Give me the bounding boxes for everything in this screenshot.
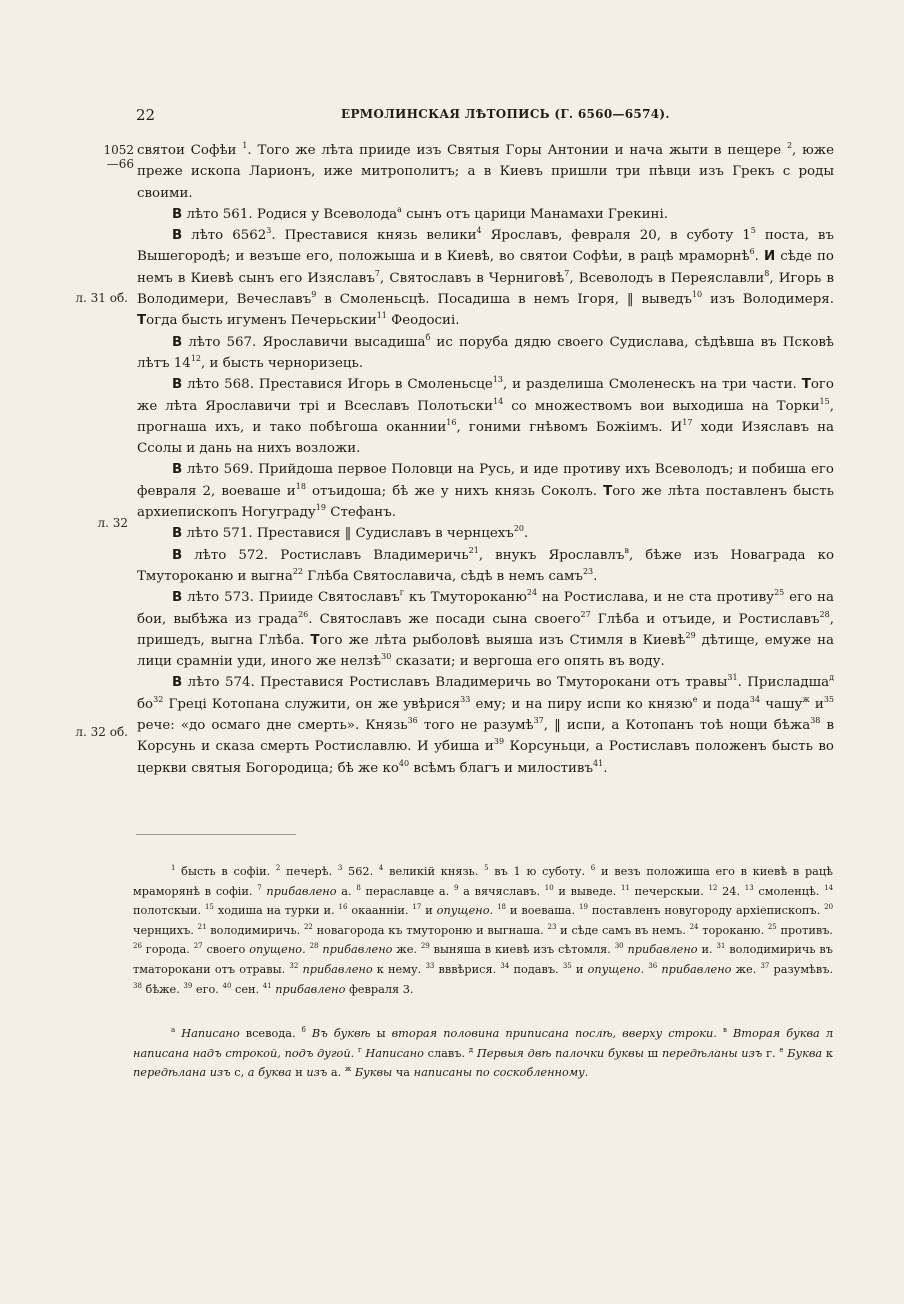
footnote-marker: 4 [378, 864, 384, 872]
footnote-marker: 14 [493, 396, 504, 406]
footnote-marker: 26 [298, 609, 309, 619]
text-run: В [172, 526, 183, 542]
footnote-marker: б [301, 1026, 306, 1034]
text-run: Феодосиі. [386, 313, 460, 329]
footnote-marker: 39 [493, 737, 505, 747]
text-run: . [603, 760, 608, 776]
text-run: к [822, 1046, 833, 1060]
footnote-marker: 34 [500, 961, 510, 970]
text-run: В [172, 462, 183, 478]
text-run: отъидоша; бѣ же у нихъ князь Соколъ. [305, 483, 604, 499]
footnote-marker: 40 [222, 981, 232, 990]
footnote-marker: 3 [266, 226, 272, 236]
footnote-marker: 15 [819, 396, 830, 406]
text-run: В [172, 228, 183, 244]
text-run: рече: «до осмаго дне смерть». Князь [137, 718, 408, 734]
footnote-marker: 21 [468, 545, 479, 555]
footnote-marker: 12 [708, 883, 718, 892]
text-run: , внукъ Ярославлъ [478, 547, 625, 563]
text-run: въ 1 ю суботу. [488, 865, 586, 878]
footnote-marker: 6 [749, 247, 755, 257]
footnote-marker: 31 [727, 673, 738, 683]
footnote-marker: 9 [453, 883, 459, 892]
text-run: окаанніи. [347, 904, 409, 918]
text-run: всѣмъ благъ и милостивъ [409, 760, 593, 776]
footnote-marker: 5 [750, 226, 756, 236]
footnote-marker: 22 [303, 922, 313, 931]
text-run: смоленцѣ. [753, 884, 820, 898]
footnote-marker: 4 [476, 226, 482, 236]
chronicle-text [137, 140, 834, 779]
text-run: ого же лѣта Ярославичи трі и Всеславъ Полотьски [137, 377, 834, 414]
text-run: изъ Володимеря. [702, 292, 834, 308]
footnote-marker: 37 [533, 716, 544, 726]
text-run: Греці Котопана служити, он же увѣрися [163, 696, 461, 712]
text-run: ого же лѣта рыболовѣ выяша изъ Стимля в Киевѣ [319, 632, 686, 648]
footnote-block [133, 1024, 833, 1083]
footnote-marker: 27 [193, 942, 203, 951]
text-run: Глѣба и отъиде, и Ростиславъ [590, 611, 820, 627]
text-run: прибавлено [298, 962, 373, 976]
text-run: того не разумѣ [417, 718, 534, 734]
text-run: подавъ. [509, 962, 559, 976]
page-number: 22 [136, 106, 156, 124]
text-run: к нему. [372, 962, 422, 976]
footnote-marker: 14 [824, 883, 834, 892]
text-run: Т [801, 377, 811, 393]
footnote-divider [136, 834, 296, 835]
text-run: и пода [697, 696, 750, 712]
footnote-marker: 27 [580, 609, 591, 619]
text-run: , бѣже изъ Новаграда ко Тмутороканю и выгна [137, 547, 835, 584]
text-run: опущено. [245, 943, 306, 957]
footnote-marker: 23 [582, 566, 594, 576]
text-run: 24. [717, 884, 741, 898]
text-run: своего [202, 943, 246, 957]
text-run: и везъ положиша его в киевѣ в рацѣ мраморянѣ в софіи. [133, 865, 833, 898]
text-run: В [172, 675, 183, 691]
text-run: . [754, 249, 759, 265]
footnote-marker: 7 [257, 883, 262, 892]
footnote-marker: 30 [614, 942, 624, 951]
text-run: и выведе. [553, 884, 617, 898]
footnote-marker: 19 [315, 503, 326, 513]
footnote-marker: 10 [544, 883, 554, 892]
text-run: же. [731, 962, 757, 976]
text-run: лѣто 572. Ростиславъ Владимеричь [182, 547, 469, 563]
text-run: поставленъ новугороду архіепископъ. [587, 904, 821, 918]
text-run: прибавлено [261, 884, 337, 898]
footnote-marker: ж [344, 1065, 352, 1074]
text-run: , Игорь в Володимери, Вечеславъ [137, 270, 834, 308]
text-run: дѣтище, емуже на лици срамніи уди, иного же нелзѣ [137, 632, 834, 670]
text-run: В [172, 206, 183, 222]
footnote-marker: 8 [356, 883, 361, 892]
running-title: ЕРМОЛИНСКАЯ ЛѢТОПИСЬ (Г. 6560—6574). [341, 107, 670, 121]
text-run: противъ. [776, 923, 833, 937]
paragraph [137, 459, 834, 523]
footnote-marker: е [779, 1045, 784, 1054]
text-run: передѣланы изъ [658, 1046, 763, 1060]
paragraph [137, 545, 834, 588]
footnote-marker: 17 [412, 903, 422, 912]
footnote-marker: 24 [689, 922, 699, 931]
footnote-marker: 28 [309, 942, 319, 951]
text-run: опущено. [583, 962, 645, 976]
text-run: ш [643, 1046, 659, 1060]
footnote-marker: 36 [407, 716, 418, 726]
text-run: . Того же лѣта прииде изъ Святыя Горы Антонии и нача жыти в пещере [247, 143, 787, 158]
text-run: великій князь. [383, 865, 479, 878]
footnote-marker: 12 [190, 353, 201, 363]
text-run: печерѣ. [280, 865, 333, 878]
text-run: вввѣрися. [434, 962, 497, 976]
text-run: святои Софѣи [137, 143, 243, 158]
text-run: ис поруба дядю своего Судислава, сѣдѣвша въ Псковѣ лѣтъ 14 [137, 334, 834, 371]
text-run: , ‖ испи, а Котопанъ тоѣ нощи бѣжа [543, 718, 811, 734]
footnote-marker: 41 [593, 758, 604, 768]
footnote-marker: а [171, 1026, 176, 1034]
footnote-marker: 9 [311, 290, 317, 300]
text-run: , пришедъ, выгна Глѣба. [137, 611, 834, 648]
footnote-marker: 8 [764, 268, 770, 278]
text-run: , и разделиша Смоленескъ на три части. [502, 377, 802, 393]
text-run: В [172, 547, 183, 563]
footnote-marker: 36 [648, 961, 658, 970]
text-run: Первыя двѣ палочки буквы [473, 1046, 644, 1060]
text-run: прибавлено [318, 943, 393, 957]
text-run: . Святославъ же посади сына своего [308, 611, 581, 627]
footnote-marker: 25 [774, 588, 785, 598]
variant-footnotes [133, 862, 833, 999]
text-run: прибавлено [271, 982, 346, 996]
footnote-marker: г [358, 1045, 362, 1054]
text-run: сен. [231, 982, 260, 996]
footnote-marker: 2 [275, 864, 281, 872]
text-run: и [571, 962, 584, 976]
paragraph [137, 587, 834, 672]
footnote-marker: г [399, 588, 404, 598]
text-run: а буква [244, 1066, 292, 1080]
text-run: разумѣвъ. [769, 962, 834, 976]
footnote-marker: 1 [242, 141, 248, 150]
text-run: Въ буквѣ [305, 1027, 371, 1040]
text-run: а вячяславъ. [458, 884, 541, 898]
text-run: а. [327, 1066, 342, 1080]
text-run: Буквы [351, 1066, 393, 1080]
footnote-marker: 3 [337, 864, 343, 872]
text-run: в Корсунь и сказа смерть Ростиславлю. И убиша и [137, 718, 835, 755]
text-run: вторая половина приписана послѣ, вверху строки. [385, 1027, 717, 1040]
footnote-marker: 29 [420, 942, 430, 951]
text-run: февраля 3. [345, 982, 414, 996]
footnote-marker: 24 [526, 588, 538, 598]
footnote-marker: д [829, 673, 834, 683]
text-run: володимиричь. [206, 923, 301, 937]
footnote-marker: 35 [562, 961, 572, 970]
text-run: на Ростислава, и не ста противу [537, 590, 775, 606]
text-run: сѣде по немъ в Киевѣ сынъ его Изяславъ [137, 249, 834, 286]
text-run: , Святославъ в Черниговѣ [379, 270, 565, 286]
footnote-marker: 15 [204, 903, 214, 912]
footnote-marker: 7 [564, 268, 570, 278]
text-run: опущено. [432, 904, 494, 918]
margin-year-start: 1052 [103, 143, 134, 157]
text-run: л [819, 1027, 834, 1040]
text-run: передѣлана изъ [133, 1066, 231, 1080]
text-run: прибавлено [623, 943, 698, 957]
footnote-marker: 33 [460, 694, 471, 704]
footnote-marker: в [624, 545, 629, 555]
text-run: Ярославъ, февраля 20, в суботу 1 [481, 228, 751, 244]
text-run: со множествомъ вои выходиша на Торки [503, 398, 820, 414]
footnote-marker: 18 [295, 481, 306, 491]
text-run: полотскыи. [133, 904, 202, 918]
footnote-marker: ж [802, 694, 810, 704]
text-run: города. [141, 943, 190, 957]
footnote-marker: 1 [171, 864, 176, 872]
text-run: ы [370, 1027, 386, 1040]
text-run: Т [310, 632, 320, 648]
text-run: В [172, 377, 183, 393]
text-run: ему; и на пиру испи ко князю [470, 696, 693, 712]
text-run: Буква [783, 1046, 823, 1060]
paragraph [137, 204, 834, 225]
footnote-marker: 39 [183, 981, 193, 990]
footnote-marker: 28 [819, 609, 830, 619]
footnote-marker: 17 [682, 417, 693, 427]
text-run: ходи Изяславъ на Ссолы и дань на нихъ возложи. [137, 419, 834, 457]
text-run: лѣто 6562 [182, 228, 267, 244]
footnote-marker: 26 [133, 942, 142, 951]
footnote-marker: 11 [376, 311, 387, 321]
text-run: и. [697, 943, 713, 957]
text-run: н [291, 1066, 303, 1080]
text-run: лѣто 561. Родися у Всеволода [182, 206, 398, 222]
text-run: . [524, 526, 529, 542]
text-run: 562. [342, 865, 374, 878]
text-run: в Смоленьсцѣ. Посадиша в немъ Ігоря, ‖ выведъ [316, 292, 692, 308]
text-run: и сѣде самъ въ немъ. [556, 923, 686, 937]
footnote-marker: 33 [425, 961, 435, 970]
footnote-marker: 10 [691, 290, 703, 300]
text-run: поста, въ Вышегородѣ; и везъше его, положыша и в Киевѣ, во святои Софѣи, в рацѣ мраморнѣ [137, 228, 834, 265]
text-run: его. [192, 982, 219, 996]
text-run: Корсуньци, а Ростиславъ положенъ бысть во церкви святыя Богородица; бѣ же ко [137, 739, 834, 776]
text-run: В [172, 334, 183, 350]
text-run: бѣже. [141, 982, 180, 996]
text-run: огда бысть игуменъ Печерьскии [146, 313, 377, 329]
footnote-marker: 22 [292, 566, 304, 576]
text-run: . [593, 568, 598, 584]
text-run: къ Тмутороканю [403, 590, 527, 606]
footnote-marker: 29 [685, 630, 696, 640]
text-run: Стефанъ. [325, 505, 396, 521]
text-run: с, [230, 1066, 245, 1080]
footnote-marker: 35 [823, 694, 835, 704]
text-run: . Преставися князь велики [271, 228, 477, 244]
text-run: его на бои, выбѣжа из града [137, 590, 834, 627]
footnote-marker: 16 [338, 903, 348, 912]
text-run: сынъ отъ царици Манамахи Грекині. [401, 206, 668, 222]
text-run: славъ. [423, 1046, 466, 1060]
footnote-marker: 18 [497, 903, 506, 912]
text-run: сказати; и вергоша его опять въ воду. [391, 654, 665, 670]
footnote-marker: 7 [374, 268, 380, 278]
paragraph [137, 374, 834, 459]
footnote-marker: 25 [767, 922, 777, 931]
text-run: володимиричь въ тматорокани отъ отравы. [133, 943, 833, 976]
text-run: новагорода къ тмутороню и выгнаша. [312, 923, 544, 937]
footnote-marker: 19 [579, 903, 588, 912]
footnote-marker: 20 [824, 903, 834, 912]
footnote-marker: 41 [262, 981, 272, 990]
footnote-marker: 16 [446, 417, 457, 427]
text-run: чернцихъ. [133, 923, 194, 937]
text-run: и воеваша. [505, 904, 576, 918]
text-run: , прогнаша ихъ, и тако побѣгоша оканнии [137, 398, 834, 435]
text-run: выняша в киевѣ изъ сѣтомля. [429, 943, 611, 957]
text-run: чашу [760, 696, 803, 712]
text-run: прибавлено [657, 962, 732, 976]
text-run: , юже преже ископа Ларионъ, иже митрополитъ; а в Киевъ пришли три пѣвци изъ Грекъ с роды своими. [137, 143, 834, 201]
footnote-marker: 13 [744, 883, 754, 892]
text-run: ходиша на турки и. [213, 904, 335, 918]
text-run: Т [603, 483, 613, 499]
text-run: написана надъ строкой, подъ дугой. [133, 1046, 355, 1060]
text-run: лѣто 571. Преставися ‖ Судиславъ в чернцехъ [182, 526, 514, 542]
text-run: г. [762, 1046, 776, 1060]
paragraph [137, 332, 834, 375]
footnote-marker: 34 [749, 694, 761, 704]
text-run: В [172, 590, 183, 606]
margin-folio-32ob: л. 32 об. [75, 725, 128, 739]
footnote-marker: 31 [716, 942, 726, 951]
text-run: всевода. [239, 1027, 296, 1040]
margin-year-end: —66 [106, 157, 134, 171]
text-run: И [763, 249, 776, 265]
text-run: Т [137, 313, 147, 329]
text-run: а. [336, 884, 352, 898]
page-header [136, 106, 836, 126]
margin-folio-31ob: л. 31 об. [75, 291, 128, 305]
text-run: , гоними гнѣвомъ Божіимъ. И [456, 419, 683, 435]
footnote-marker: 37 [760, 961, 770, 970]
text-run: ча [392, 1066, 411, 1080]
footnote-marker: 38 [133, 981, 142, 990]
text-run: перaславце а. [360, 884, 450, 898]
footnote-marker: 32 [153, 694, 164, 704]
paragraph [137, 225, 834, 331]
footnote-marker: д [468, 1045, 474, 1054]
text-run: . Присладша [737, 675, 830, 691]
text-run: Вторая буква [726, 1027, 820, 1040]
text-run: изъ [302, 1066, 328, 1080]
footnote-marker: 20 [513, 524, 525, 534]
text-run: , и бысть черноризець. [201, 355, 364, 371]
text-run: Написано [175, 1027, 240, 1040]
text-run: лѣто 567. Ярославичи высадиша [182, 334, 426, 350]
margin-folio-32: л. 32 [97, 516, 128, 530]
footnote-marker: 13 [492, 375, 503, 385]
text-run: Глѣба Святославича, сѣдѣ в немъ самъ [303, 568, 583, 584]
text-run: написаны по соскобленному. [410, 1066, 589, 1080]
text-run: Написано [361, 1046, 424, 1060]
footnote-marker: 38 [810, 716, 821, 726]
letter-footnotes [133, 1024, 833, 1083]
text-run: и [421, 904, 433, 918]
text-run: тороканю. [698, 923, 765, 937]
footnote-block [133, 862, 833, 999]
text-run: ого же лѣта поставленъ бысть архиепископъ Ногуграду [137, 483, 834, 521]
margin-years [98, 143, 134, 171]
footnote-marker: 6 [590, 864, 596, 872]
footnote-marker: а [397, 204, 402, 214]
text-run: печерскыи. [629, 884, 704, 898]
paragraph [137, 523, 834, 544]
footnote-marker: 32 [289, 961, 299, 970]
footnote-marker: 23 [547, 922, 557, 931]
text-run: бо [137, 696, 154, 712]
footnote-marker: 21 [197, 922, 207, 931]
footnote-marker: 30 [381, 652, 392, 662]
text-run: лѣто 568. Преставися Игорь в Смоленьсце [182, 377, 493, 393]
footnote-marker: е [692, 694, 698, 704]
text-run: лѣто 573. Прииде Святославъ [182, 590, 400, 606]
footnote-marker: 11 [621, 883, 630, 892]
footnote-marker: в [722, 1026, 727, 1034]
footnote-marker: 40 [398, 758, 410, 768]
text-run: и [809, 696, 824, 712]
footnote-marker: 5 [484, 864, 489, 872]
text-run: , Всеволодъ в Переяславли [569, 270, 765, 286]
text-run: бысть в софіи. [175, 865, 271, 878]
footnote-marker: б [425, 332, 431, 342]
footnote-marker: 2 [786, 141, 793, 150]
paragraph [137, 672, 834, 778]
paragraph [137, 140, 834, 204]
text-run: лѣто 569. Прийдоша первое Половци на Русь, и иде противу ихъ Всеволодъ; и побиша его февраля 2, воеваше и [137, 462, 834, 499]
text-run: лѣто 574. Преставися Ростиславъ Владимеричь во Тмуторокани отъ травы [182, 675, 728, 691]
text-run: же. [392, 943, 417, 957]
